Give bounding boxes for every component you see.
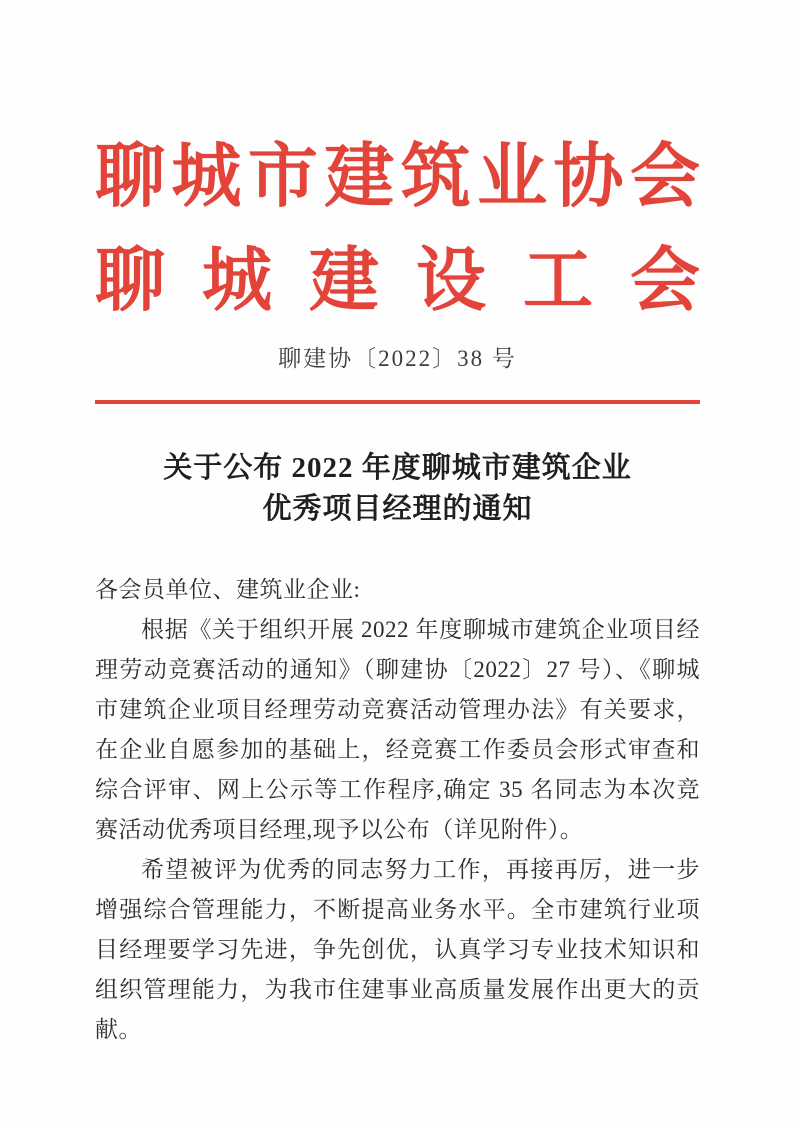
document-title-line-1: 关于公布 2022 年度聊城市建筑企业 — [163, 452, 632, 484]
document-body — [95, 570, 700, 1050]
body-paragraph-1: 根据《关于组织开展 2022 年度聊城市建筑企业项目经理劳动竞赛活动的通知》（聊建协〔2022〕27 号）、《聊城市建筑企业项目经理劳动竞赛活动管理办法》有关要求，在企业自愿参加的基础上，经竞赛工作委员会形式审查和综合评审、网上公示等工作程序,确定 35 名同志为本次竞赛活动优秀项目经理,现予以公布（详见附件）。 — [95, 617, 700, 842]
body-paragraph-2: 希望被评为优秀的同志努力工作，再接再厉，进一步增强综合管理能力，不断提高业务水平。全市建筑行业项目经理要学习先进，争先创优，认真学习专业技术知识和组织管理能力，为我市住建事业高质量发展作出更大的贡献。 — [95, 857, 700, 1042]
document-number: 聊建协〔2022〕38 号 — [278, 346, 517, 371]
org-name-line-1: 聊 城 市 建 筑 业 协 会 — [95, 139, 700, 216]
salutation: 各会员单位、建筑业企业: — [95, 577, 361, 602]
red-divider-line — [95, 400, 700, 404]
document-title — [95, 448, 700, 530]
document-title-line-2: 优秀项目经理的通知 — [262, 493, 533, 525]
org-name-line-2: 聊 城 建 设 工 会 — [95, 243, 700, 320]
